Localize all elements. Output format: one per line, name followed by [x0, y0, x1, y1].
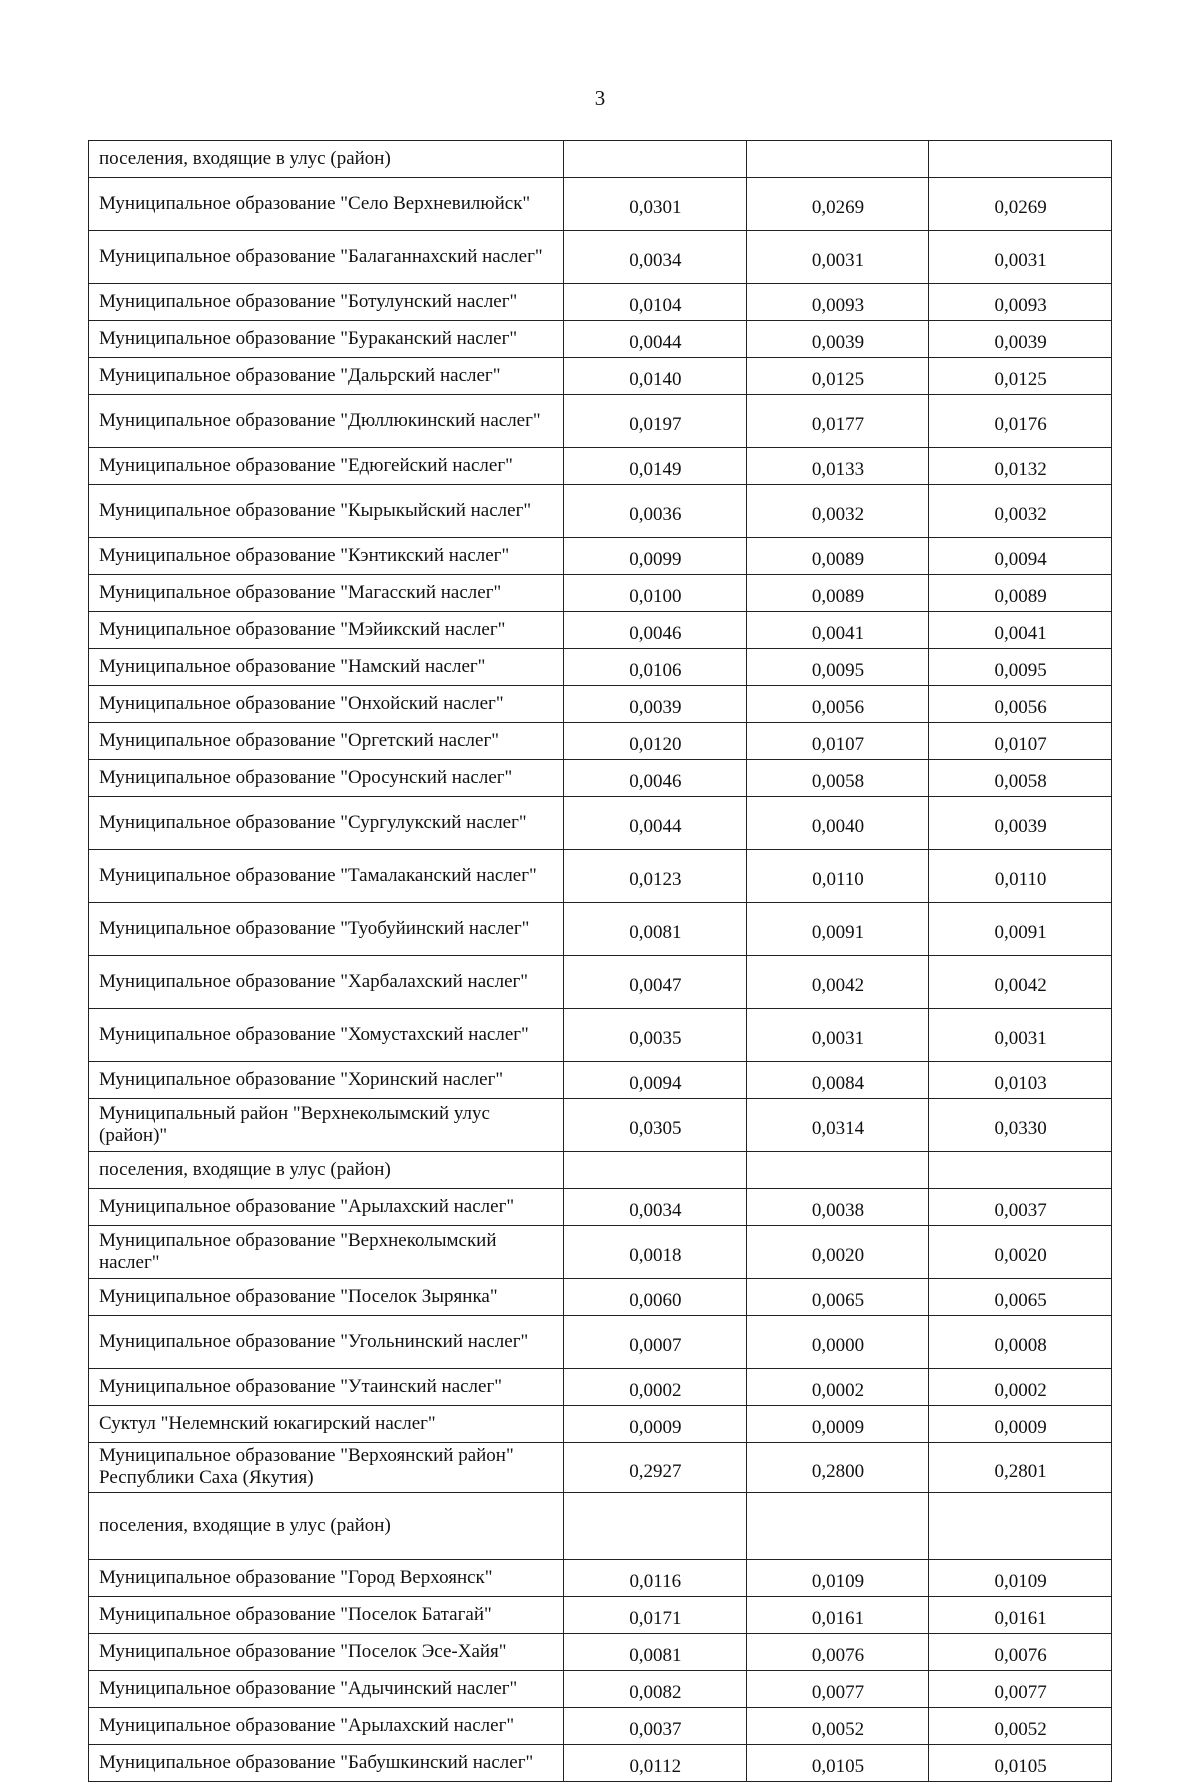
value-cell-1: 0,0009: [564, 1406, 747, 1443]
value-cell-3: 0,0056: [929, 686, 1112, 723]
table-row: [89, 1708, 1112, 1745]
value-cell-2: 0,2800: [746, 1443, 929, 1493]
value-cell-2: 0,0031: [746, 231, 929, 284]
value-cell-3: 0,0031: [929, 231, 1112, 284]
value-cell-2: 0,0110: [746, 850, 929, 903]
value-cell-1: 0,0104: [564, 284, 747, 321]
value-cell-3: [929, 141, 1112, 178]
name-cell: Муниципальное образование "Тамалаканский наслег": [89, 850, 564, 903]
value-cell-2: 0,0161: [746, 1597, 929, 1634]
name-cell: Муниципальное образование "Адычинский наслег": [89, 1671, 564, 1708]
table-row: [89, 686, 1112, 723]
table-row: [89, 448, 1112, 485]
value-cell-1: 0,0044: [564, 321, 747, 358]
value-cell-2: 0,0042: [746, 956, 929, 1009]
value-cell-3: 0,0109: [929, 1560, 1112, 1597]
value-cell-3: 0,0161: [929, 1597, 1112, 1634]
name-cell: Муниципальное образование "Мэйикский наслег": [89, 612, 564, 649]
value-cell-3: 0,0077: [929, 1671, 1112, 1708]
table-row: [89, 903, 1112, 956]
value-cell-1: 0,0305: [564, 1099, 747, 1152]
name-cell: Муниципальное образование "Верхнеколымский наслег": [89, 1226, 564, 1279]
value-cell-2: 0,0058: [746, 760, 929, 797]
value-cell-1: [564, 1493, 747, 1560]
value-cell-1: [564, 141, 747, 178]
value-cell-3: [929, 1493, 1112, 1560]
value-cell-1: 0,0034: [564, 1189, 747, 1226]
table-row: [89, 1671, 1112, 1708]
name-cell: Суктул "Нелемнский юкагирский наслег": [89, 1406, 564, 1443]
name-cell: Муниципальное образование "Поселок Батагай": [89, 1597, 564, 1634]
page-number: 3: [594, 86, 606, 110]
value-cell-3: 0,0269: [929, 178, 1112, 231]
value-cell-2: 0,0089: [746, 538, 929, 575]
value-cell-3: 0,0032: [929, 485, 1112, 538]
name-cell: Муниципальное образование "Сургулукский наслег": [89, 797, 564, 850]
value-cell-1: 0,0081: [564, 1634, 747, 1671]
value-cell-3: 0,0103: [929, 1062, 1112, 1099]
value-cell-3: 0,0009: [929, 1406, 1112, 1443]
value-cell-2: 0,0177: [746, 395, 929, 448]
value-cell-2: 0,0032: [746, 485, 929, 538]
value-cell-1: 0,0123: [564, 850, 747, 903]
value-cell-1: 0,0036: [564, 485, 747, 538]
table-row: [89, 850, 1112, 903]
table-row: [89, 1493, 1112, 1560]
table-row: [89, 723, 1112, 760]
table-row: [89, 178, 1112, 231]
value-cell-2: 0,0065: [746, 1279, 929, 1316]
value-cell-2: 0,0056: [746, 686, 929, 723]
name-cell: Муниципальное образование "Село Верхневилюйск": [89, 178, 564, 231]
value-cell-1: 0,0116: [564, 1560, 747, 1597]
value-cell-2: [746, 1493, 929, 1560]
table-row: [89, 485, 1112, 538]
value-cell-1: 0,0060: [564, 1279, 747, 1316]
value-cell-2: 0,0269: [746, 178, 929, 231]
value-cell-1: 0,0007: [564, 1316, 747, 1369]
value-cell-1: 0,0112: [564, 1745, 747, 1782]
value-cell-2: 0,0020: [746, 1226, 929, 1279]
value-cell-2: 0,0125: [746, 358, 929, 395]
table-row: [89, 760, 1112, 797]
value-cell-3: 0,0176: [929, 395, 1112, 448]
name-cell: Муниципальное образование "Дюллюкинский наслег": [89, 395, 564, 448]
value-cell-3: 0,0058: [929, 760, 1112, 797]
value-cell-3: 0,0105: [929, 1745, 1112, 1782]
value-cell-2: 0,0009: [746, 1406, 929, 1443]
name-cell: поселения, входящие в улус (район): [89, 1152, 564, 1189]
value-cell-1: 0,0120: [564, 723, 747, 760]
value-cell-2: 0,0041: [746, 612, 929, 649]
value-cell-2: 0,0038: [746, 1189, 929, 1226]
value-cell-2: 0,0031: [746, 1009, 929, 1062]
name-cell: Муниципальное образование "Харбалахский наслег": [89, 956, 564, 1009]
value-cell-1: 0,0002: [564, 1369, 747, 1406]
value-cell-1: [564, 1152, 747, 1189]
table-row: [89, 141, 1112, 178]
value-cell-3: 0,0093: [929, 284, 1112, 321]
value-cell-1: 0,0034: [564, 231, 747, 284]
value-cell-3: 0,0091: [929, 903, 1112, 956]
name-cell: Муниципальное образование "Едюгейский наслег": [89, 448, 564, 485]
value-cell-3: 0,0076: [929, 1634, 1112, 1671]
value-cell-2: 0,0314: [746, 1099, 929, 1152]
value-cell-1: 0,0039: [564, 686, 747, 723]
name-cell: Муниципальное образование "Арылахский наслег": [89, 1708, 564, 1745]
value-cell-2: [746, 141, 929, 178]
value-cell-3: 0,0125: [929, 358, 1112, 395]
table-row: [89, 649, 1112, 686]
value-cell-3: 0,2801: [929, 1443, 1112, 1493]
name-cell: Муниципальное образование "Оргетский наслег": [89, 723, 564, 760]
value-cell-2: 0,0133: [746, 448, 929, 485]
value-cell-1: 0,0100: [564, 575, 747, 612]
table-body: [89, 141, 1112, 1782]
value-cell-3: 0,0052: [929, 1708, 1112, 1745]
value-cell-3: 0,0039: [929, 321, 1112, 358]
value-cell-1: 0,0047: [564, 956, 747, 1009]
value-cell-1: 0,0106: [564, 649, 747, 686]
value-cell-2: 0,0000: [746, 1316, 929, 1369]
value-cell-1: 0,0301: [564, 178, 747, 231]
distribution-table: [88, 140, 1112, 1782]
value-cell-1: 0,0035: [564, 1009, 747, 1062]
value-cell-2: 0,0040: [746, 797, 929, 850]
value-cell-2: 0,0095: [746, 649, 929, 686]
value-cell-3: 0,0107: [929, 723, 1112, 760]
table-row: [89, 1152, 1112, 1189]
table-row: [89, 1316, 1112, 1369]
name-cell: Муниципальный район "Верхнеколымский улус (район)": [89, 1099, 564, 1152]
value-cell-3: 0,0020: [929, 1226, 1112, 1279]
table-row: [89, 358, 1112, 395]
value-cell-1: 0,0044: [564, 797, 747, 850]
name-cell: Муниципальное образование "Оросунский наслег": [89, 760, 564, 797]
name-cell: Муниципальное образование "Кэнтикский наслег": [89, 538, 564, 575]
name-cell: Муниципальное образование "Туобуйинский наслег": [89, 903, 564, 956]
table-row: [89, 1634, 1112, 1671]
value-cell-3: 0,0031: [929, 1009, 1112, 1062]
value-cell-3: 0,0089: [929, 575, 1112, 612]
table-row: [89, 1099, 1112, 1152]
value-cell-2: 0,0109: [746, 1560, 929, 1597]
table-row: [89, 538, 1112, 575]
table-row: [89, 1009, 1112, 1062]
name-cell: Муниципальное образование "Бyраканский наслег": [89, 321, 564, 358]
value-cell-3: 0,0094: [929, 538, 1112, 575]
name-cell: Муниципальное образование "Магасский наслег": [89, 575, 564, 612]
value-cell-2: 0,0105: [746, 1745, 929, 1782]
value-cell-3: 0,0132: [929, 448, 1112, 485]
name-cell: Муниципальное образование "Онхойский наслег": [89, 686, 564, 723]
value-cell-3: 0,0042: [929, 956, 1112, 1009]
value-cell-3: 0,0037: [929, 1189, 1112, 1226]
name-cell: Муниципальное образование "Утаинский наслег": [89, 1369, 564, 1406]
value-cell-3: [929, 1152, 1112, 1189]
value-cell-1: 0,0149: [564, 448, 747, 485]
value-cell-2: 0,0084: [746, 1062, 929, 1099]
value-cell-1: 0,2927: [564, 1443, 747, 1493]
value-cell-1: 0,0197: [564, 395, 747, 448]
value-cell-1: 0,0099: [564, 538, 747, 575]
table-row: [89, 612, 1112, 649]
value-cell-3: 0,0041: [929, 612, 1112, 649]
table-row: [89, 321, 1112, 358]
value-cell-1: 0,0037: [564, 1708, 747, 1745]
value-cell-2: 0,0089: [746, 575, 929, 612]
value-cell-3: 0,0008: [929, 1316, 1112, 1369]
name-cell: поселения, входящие в улус (район): [89, 1493, 564, 1560]
name-cell: поселения, входящие в улус (район): [89, 141, 564, 178]
name-cell: Муниципальное образование "Поселок Эсе-Хайя": [89, 1634, 564, 1671]
value-cell-3: 0,0110: [929, 850, 1112, 903]
value-cell-1: 0,0046: [564, 612, 747, 649]
table-row: [89, 231, 1112, 284]
value-cell-2: [746, 1152, 929, 1189]
table-row: [89, 1745, 1112, 1782]
value-cell-2: 0,0002: [746, 1369, 929, 1406]
value-cell-3: 0,0039: [929, 797, 1112, 850]
name-cell: Муниципальное образование "Поселок Зырянка": [89, 1279, 564, 1316]
table-row: [89, 1369, 1112, 1406]
name-cell: Муниципальное образование "Угольнинский наслег": [89, 1316, 564, 1369]
name-cell: Муниципальное образование "Хоринский наслег": [89, 1062, 564, 1099]
value-cell-1: 0,0094: [564, 1062, 747, 1099]
name-cell: Муниципальное образование "Кырыкыйский наслег": [89, 485, 564, 538]
value-cell-3: 0,0065: [929, 1279, 1112, 1316]
table-row: [89, 1443, 1112, 1493]
value-cell-3: 0,0002: [929, 1369, 1112, 1406]
value-cell-2: 0,0077: [746, 1671, 929, 1708]
table-row: [89, 797, 1112, 850]
name-cell: Муниципальное образование "Бабушкинский наслег": [89, 1745, 564, 1782]
value-cell-2: 0,0052: [746, 1708, 929, 1745]
table-row: [89, 284, 1112, 321]
table-row: [89, 1062, 1112, 1099]
value-cell-1: 0,0046: [564, 760, 747, 797]
table-row: [89, 1279, 1112, 1316]
name-cell: Муниципальное образование "Намский наслег": [89, 649, 564, 686]
value-cell-2: 0,0107: [746, 723, 929, 760]
table-row: [89, 1406, 1112, 1443]
value-cell-1: 0,0081: [564, 903, 747, 956]
value-cell-2: 0,0093: [746, 284, 929, 321]
name-cell: Муниципальное образование "Город Верхоянск": [89, 1560, 564, 1597]
table-row: [89, 575, 1112, 612]
name-cell: Муниципальное образование "Балаганнахский наслег": [89, 231, 564, 284]
value-cell-2: 0,0039: [746, 321, 929, 358]
value-cell-2: 0,0091: [746, 903, 929, 956]
table-row: [89, 956, 1112, 1009]
table-row: [89, 395, 1112, 448]
value-cell-1: 0,0018: [564, 1226, 747, 1279]
value-cell-1: 0,0140: [564, 358, 747, 395]
value-cell-3: 0,0095: [929, 649, 1112, 686]
value-cell-1: 0,0171: [564, 1597, 747, 1634]
name-cell: Муниципальное образование "Верхоянский район" Республики Саха (Якутия): [89, 1443, 564, 1493]
table-row: [89, 1597, 1112, 1634]
table-row: [89, 1226, 1112, 1279]
name-cell: Муниципальное образование "Арылахский наслег": [89, 1189, 564, 1226]
table-row: [89, 1560, 1112, 1597]
name-cell: Муниципальное образование "Дальрский наслег": [89, 358, 564, 395]
name-cell: Муниципальное образование "Хомустахский наслег": [89, 1009, 564, 1062]
table-row: [89, 1189, 1112, 1226]
value-cell-1: 0,0082: [564, 1671, 747, 1708]
name-cell: Муниципальное образование "Ботулунский наслег": [89, 284, 564, 321]
value-cell-3: 0,0330: [929, 1099, 1112, 1152]
value-cell-2: 0,0076: [746, 1634, 929, 1671]
